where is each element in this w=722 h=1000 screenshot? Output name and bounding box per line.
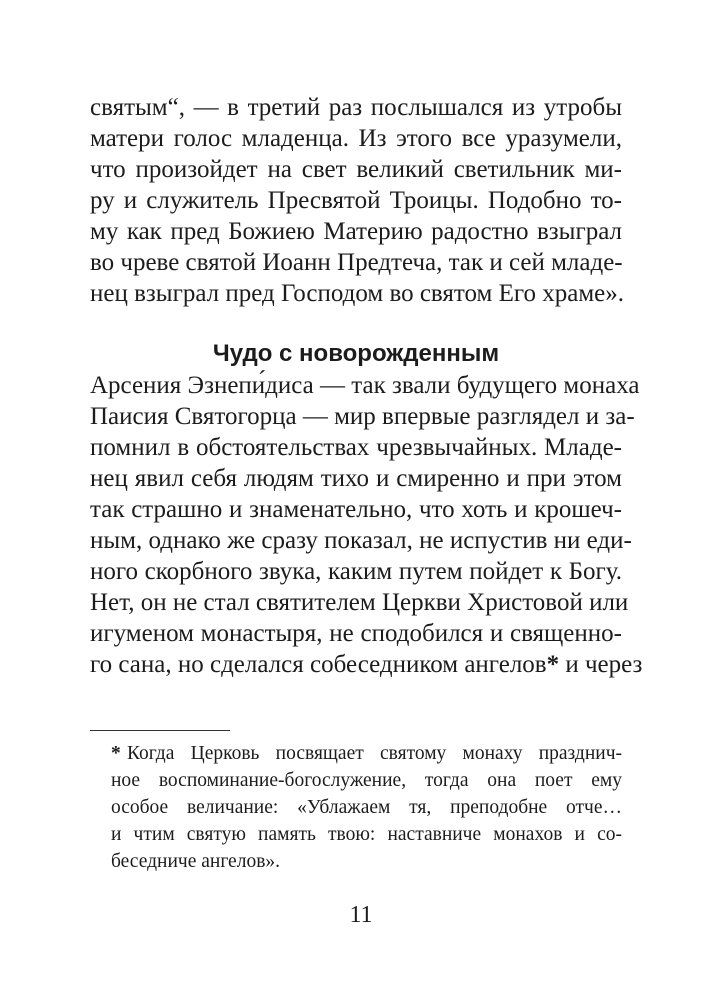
paragraph-line: святым“, — в третий раз послышался из утробы — [90, 94, 622, 121]
section-heading: Чудо с новорожденным — [212, 340, 500, 367]
paragraph-line: ного скорбного звука, каким путем пойдет к Богу. — [90, 558, 622, 585]
paragraph-line: матери голос младенца. Из этого все уразумели, — [90, 125, 622, 152]
footnote-line: ное воспоминание-богослужение, тогда она поет ему — [111, 770, 622, 791]
paragraph-line: во чреве святой Иоанн Предтеча, так и сей младе- — [90, 249, 623, 276]
paragraph-line: помнил в обстоятельствах чрезвычайных. Младе- — [90, 434, 622, 461]
footnote-reference — [547, 649, 643, 680]
paragraph-line: ру и служитель Пресвятой Троицы. Подобно то- — [90, 187, 622, 214]
paragraph-line-end: и через — [565, 651, 643, 678]
footnote-line: и чтим святую память твою: наставниче монахов и со- — [111, 824, 622, 845]
paragraph-line: ным, однако же сразу показал, не испустив ни еди- — [90, 527, 632, 554]
paragraph-line: что произойдет на свет великий светильник ми- — [90, 156, 622, 183]
footnote-line: беседниче ангелов». — [111, 851, 281, 872]
footnote-line: Когда Церковь посвящает святому монаху празднич- — [127, 743, 622, 764]
footnote-mark: * — [111, 743, 121, 764]
paragraph-line — [90, 649, 643, 680]
paragraph-line: му как пред Божиею Материю радостно взыграл — [90, 218, 622, 245]
paragraph-line: нец явил себя людям тихо и смиренно и при этом — [90, 465, 622, 492]
paragraph-line-text: го сана, но сделался собеседником ангелов — [90, 651, 547, 678]
paragraph-line: нец взыграл пред Господом во святом Его храме». — [90, 280, 624, 307]
footnote-divider — [90, 730, 230, 731]
paragraph-line: игуменом монастыря, не сподобился и священно- — [90, 620, 622, 647]
paragraph-line: Нет, он не стал святителем Церкви Христовой или — [90, 589, 629, 616]
footnote-reference-mark: * — [546, 651, 560, 678]
paragraph-line: Арсения Эзнепи́диса — так звали будущего монаха — [90, 372, 640, 399]
footnote-line: особое величание: «Ублажаем тя, преподобне отче… — [111, 797, 622, 818]
paragraph-line: Паисия Святогорца — мир впервые разглядел и за- — [90, 403, 635, 430]
paragraph-line: так страшно и знаменательно, что хоть и крошеч- — [90, 496, 622, 523]
page-number: 11 — [349, 902, 373, 928]
